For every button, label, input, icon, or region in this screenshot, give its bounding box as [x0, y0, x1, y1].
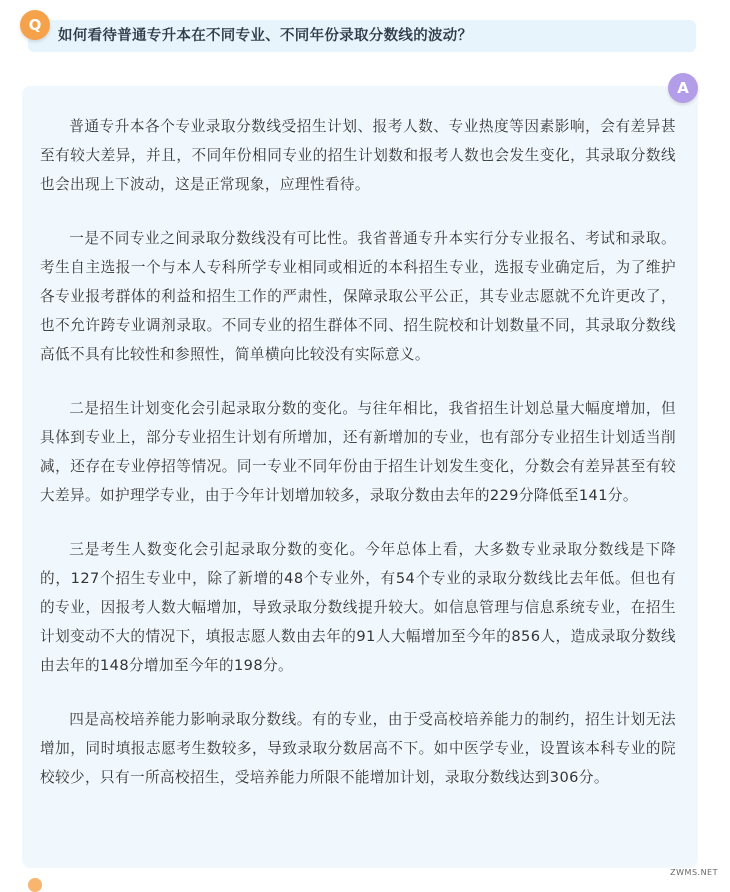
next-question-badge-icon [28, 878, 42, 892]
watermark: ZWMS.NET [670, 868, 718, 877]
answer-paragraph: 三是考生人数变化会引起录取分数的变化。今年总体上看，大多数专业录取分数线是下降的，127个招生专业中，除了新增的48个专业外，有54个专业的录取分数线比去年低。但也有的专业，因报考人数大幅增加，导致录取分数线提升较大。如信息管理与信息系统专业，在招生计划变动不大的情况下，填报志愿人数由去年的91人大幅增加至今年的856人，造成录取分数线由去年的148分增加至今年的198分。 [40, 541, 676, 674]
answer-paragraph: 二是招生计划变化会引起录取分数的变化。与往年相比，我省招生计划总量大幅度增加，但具体到专业上，部分专业招生计划有所增加，还有新增加的专业，也有部分专业招生计划适当削减，还存在专业停招等情况。同一专业不同年份由于招生计划发生变化，分数会有差异甚至有较大差异。如护理学专业，由于今年计划增加较多，录取分数由去年的229分降低至141分。 [40, 400, 676, 504]
question-badge-icon: Q [20, 10, 50, 40]
question-text: 如何看待普通专升本在不同专业、不同年份录取分数线的波动？ [58, 28, 473, 44]
answer-paragraph: 一是不同专业之间录取分数线没有可比性。我省普通专升本实行分专业报名、考试和录取。考生自主选报一个与本人专科所学专业相同或相近的本科招生专业，选报专业确定后，为了维护各专业报考群体的利益和招生工作的严肃性，保障录取公平公正，其专业志愿就不允许更改了，也不允许跨专业调剂录取。不同专业的招生群体不同、招生院校和计划数量不同，其录取分数线高低不具有比较性和参照性，简单横向比较没有实际意义。 [40, 230, 676, 363]
answer-content [40, 112, 676, 817]
answer-paragraph: 四是高校培养能力影响录取分数线。有的专业，由于受高校培养能力的制约，招生计划无法增加，同时填报志愿考生数较多，导致录取分数居高不下。如中医学专业，设置该本科专业的院校较少，只有一所高校招生，受培养能力所限不能增加计划，录取分数线达到306分。 [40, 711, 676, 786]
answer-paragraph: 普通专升本各个专业录取分数线受招生计划、报考人数、专业热度等因素影响，会有差异甚至有较大差异，并且，不同年份相同专业的招生计划数和报考人数也会发生变化，其录取分数线也会出现上下波动，这是正常现象，应理性看待。 [40, 118, 676, 193]
answer-badge-icon: A [668, 73, 698, 103]
